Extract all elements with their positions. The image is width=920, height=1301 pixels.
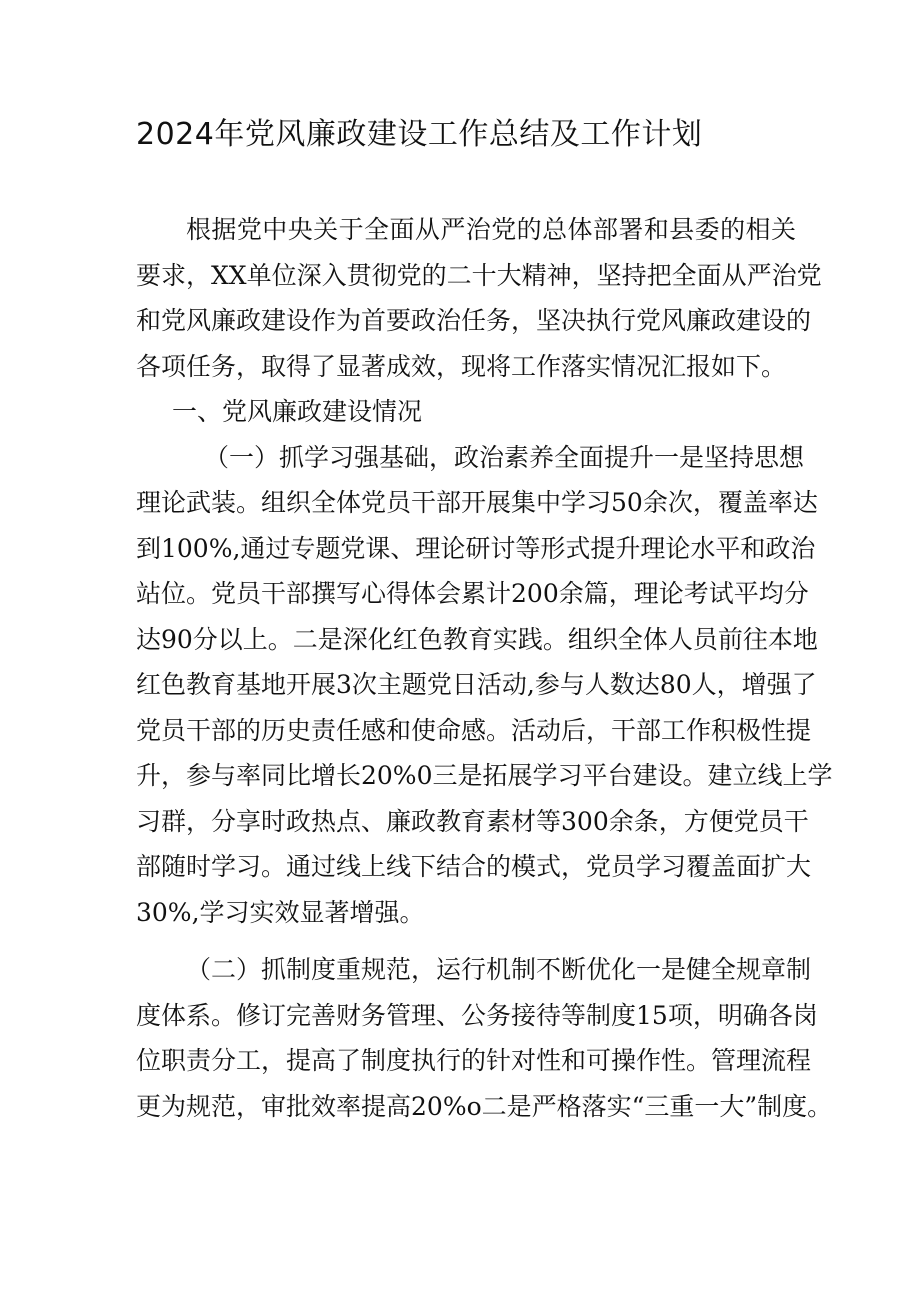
text-line: 习群，分享时政热点、廉政教育素材等300余条，方便党员干 [136,806,809,836]
text-line: 升，参与率同比增长20%0三是拓展学习平台建设。建立线上学 [136,761,833,790]
text-line: 各项任务，取得了显著成效，现将工作落实情况汇报如下。 [136,351,787,381]
subsection-heading-line: （一）抓学习强基础，政治素养全面提升一是坚持思想 [204,442,805,472]
text-line: 部随时学习。通过线上线下结合的模式，党员学习覆盖面扩大 [136,852,812,881]
text-line: 站位。党员干部撰写心得体会累计200余篇，理论考试平均分 [136,579,809,608]
text-line: 度体系。修订完善财务管理、公务接待等制度15项，明确各岗 [136,1000,818,1030]
text-line: 要求，XX单位深入贯彻党的二十大精神，坚持把全面从严治党 [136,260,822,290]
text-line: 党员干部的历史责任感和使命感。活动后，干部工作积极性提 [136,715,812,745]
section-heading: 一、党风廉政建设情况 [172,397,423,426]
intro-paragraph [136,207,822,389]
document-body [136,207,833,1129]
text-line: 达90分以上。二是深化红色教育实践。组织全体人员前往本地 [136,624,818,654]
text-line: 和党风廉政建设作为首要政治任务，坚决执行党风廉政建设的 [136,306,812,335]
subsection-2-paragraph [136,947,833,1129]
text-line: 根据党中央关于全面从严治党的总体部署和县委的相关 [186,215,796,244]
text-line: 到100%,通过专题党课、理论研讨等形式提升理论水平和政治 [136,533,816,563]
subsection-1-paragraph [136,435,833,936]
subsection-heading-line: （二）抓制度重规范，运行机制不断优化一是健全规章制 [186,955,812,984]
text-line: 红色教育基地开展3次主题党日活动,参与人数达80人，增强了 [136,670,817,699]
document-title: 2024年党风廉政建设工作总结及工作计划 [136,117,703,152]
text-line: 30%,学习实效显著增强。 [136,897,425,927]
text-line: 位职责分工，提高了制度执行的针对性和可操作性。管理流程 [136,1046,812,1075]
text-line: 更为规范，审批效率提高20%o二是严格落实“三重一大”制度。 [136,1091,833,1121]
text-line: 理论武装。组织全体党员干部开展集中学习50余次，覆盖率达 [136,488,818,517]
paragraph-spacer [136,935,796,947]
